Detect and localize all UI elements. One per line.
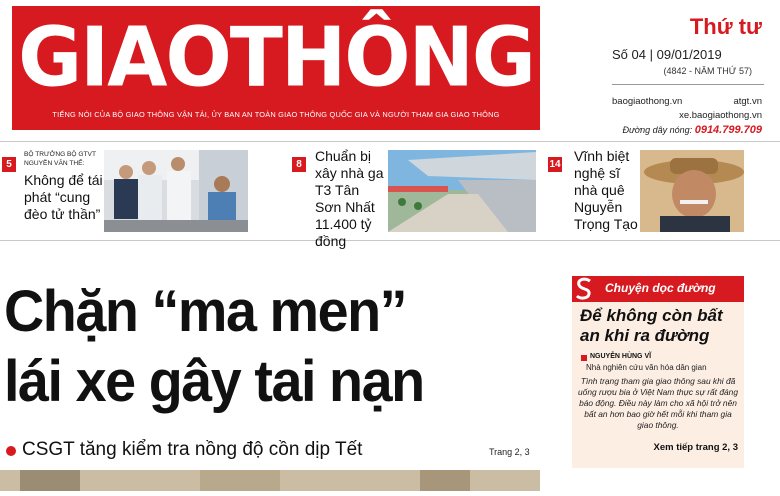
website-link-3[interactable]: xe.baogiaothong.vn — [679, 110, 762, 121]
teaser-photo-airport-render — [388, 150, 536, 232]
lead-page-reference[interactable]: Trang 2, 3 — [489, 447, 530, 457]
teaser-photo-officials — [104, 150, 248, 232]
subhead-bullet-icon — [6, 446, 16, 456]
teaser-title[interactable]: Chuẩn bị xây nhà ga T3 Tân Sơn Nhất 11.400 tỷ đồng — [315, 148, 384, 249]
column-continue-link[interactable]: Xem tiếp trang 2, 3 — [653, 442, 738, 453]
newspaper-logo: GIAOTHÔNG — [18, 10, 534, 106]
teaser-photo-artist — [640, 150, 744, 232]
column-box — [572, 276, 744, 468]
hotline-label: Đường dây nóng: — [622, 125, 693, 135]
s-logo-icon — [572, 276, 596, 302]
website-link-2[interactable]: atgt.vn — [733, 96, 762, 107]
teaser-page-badge: 8 — [292, 157, 306, 172]
date-divider — [612, 84, 764, 85]
column-title[interactable]: Để không còn bất an khi ra đường — [580, 306, 723, 345]
issue-date: 09/01/2019 — [656, 47, 722, 62]
teaser-kicker: BỘ TRƯỞNG BỘ GTVT NGUYỄN VĂN THỂ: — [24, 151, 96, 167]
teaser-page-badge: 5 — [2, 157, 16, 172]
teaser-bottom-rule — [0, 240, 780, 241]
column-label: Chuyện dọc đường — [605, 281, 716, 295]
masthead-tagline: TIẾNG NÓI CỦA BỘ GIAO THÔNG VẬN TẢI, ỦY BAN AN TOÀN GIAO THÔNG QUỐC GIA VÀ NGƯỜI THAM GIA GIAO THÔNG — [52, 110, 500, 119]
column-body: Tình trạng tham gia giao thông sau khi đã uống rượu bia ở Việt Nam thực sự rất đáng báo động. Điều này làm cho xã hội trở nên bất an hơn bao giờ hết mỗi khi tham gia giao thông. — [578, 376, 738, 430]
lead-subhead: CSGT tăng kiểm tra nồng độ cồn dịp Tết — [22, 439, 363, 460]
hotline-number: 0914.799.709 — [694, 124, 762, 136]
masthead-banner — [12, 6, 540, 130]
teaser-title[interactable]: Vĩnh biệt nghệ sĩ nhà quê Nguyễn Trọng Tạo — [574, 148, 638, 232]
issue-number: Số 04 — [612, 47, 646, 62]
teaser-page-badge: 14 — [549, 159, 561, 170]
lead-headline-line-1[interactable]: Chặn “ma men” — [4, 279, 407, 344]
author-marker-icon — [581, 355, 587, 361]
column-author: NGUYỄN HÙNG VĨ — [590, 353, 652, 360]
lead-headline-line-2[interactable]: lái xe gây tai nạn — [4, 349, 424, 414]
issue-volume: (4842 - NĂM THỨ 57) — [663, 66, 752, 76]
website-link[interactable]: baogiaothong.vn — [612, 96, 683, 107]
teaser-top-rule — [0, 141, 780, 142]
teaser-title[interactable]: Không để tái phát “cung đèo tử thần” — [24, 172, 103, 222]
issue-weekday: Thứ tư — [689, 14, 762, 39]
hotline — [612, 124, 762, 136]
column-author-role: Nhà nghiên cứu văn hóa dân gian — [586, 363, 707, 372]
issue-divider: | — [649, 47, 657, 62]
lead-photo-strip — [0, 470, 540, 491]
issue-number-date — [612, 47, 764, 62]
website-row — [612, 96, 762, 107]
